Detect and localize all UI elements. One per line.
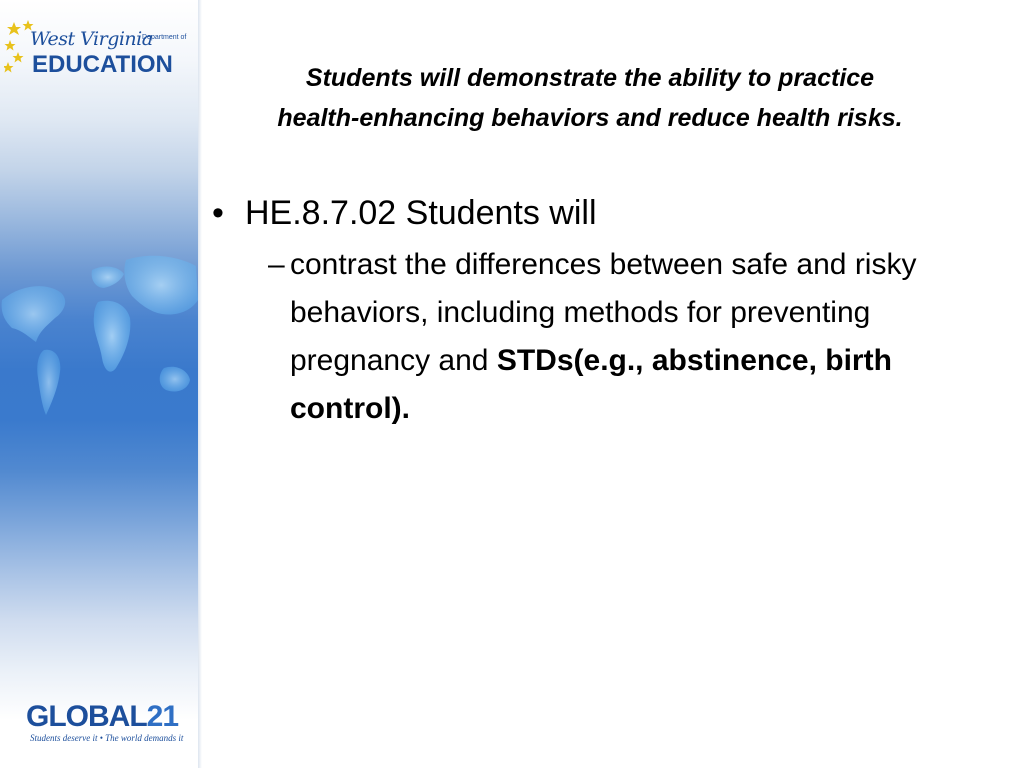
- title-line-2: health-enhancing behaviors and reduce health risks.: [277, 104, 903, 132]
- world-map-graphic: [0, 230, 198, 490]
- global21-number: 21: [146, 700, 179, 733]
- title-line-1: Students will demonstrate the ability to practice: [305, 64, 875, 92]
- wv-education-text: EDUCATION: [32, 51, 173, 78]
- decorative-sidebar: [0, 0, 198, 768]
- global21-logo: [26, 700, 196, 750]
- wv-dept-text: Department of: [142, 34, 187, 41]
- sub-bullet-item: [268, 241, 940, 433]
- sidebar-edge: [198, 0, 202, 768]
- bullet-text: HE.8.7.02 Students will: [245, 194, 597, 232]
- sub-bullet-text: contrast the differences between safe and risky behaviors, including methods for preventing pregnancy and: [290, 248, 917, 377]
- wv-education-logo: [4, 18, 194, 80]
- sub-bullet-bold-text: STDs(e.g., abstinence, birth control).: [290, 344, 892, 425]
- sub-bullet-marker: –: [268, 248, 285, 281]
- slide-title: [205, 58, 975, 138]
- global21-tagline: Students deserve it • The world demands it: [30, 733, 184, 743]
- bullet-item: [210, 185, 990, 241]
- bullet-marker: •: [212, 194, 224, 232]
- global21-main: GLOBAL: [26, 700, 147, 733]
- wv-script-text: West Virginia: [30, 28, 153, 50]
- global21-wordmark: [26, 700, 178, 734]
- slide-content: [210, 185, 990, 433]
